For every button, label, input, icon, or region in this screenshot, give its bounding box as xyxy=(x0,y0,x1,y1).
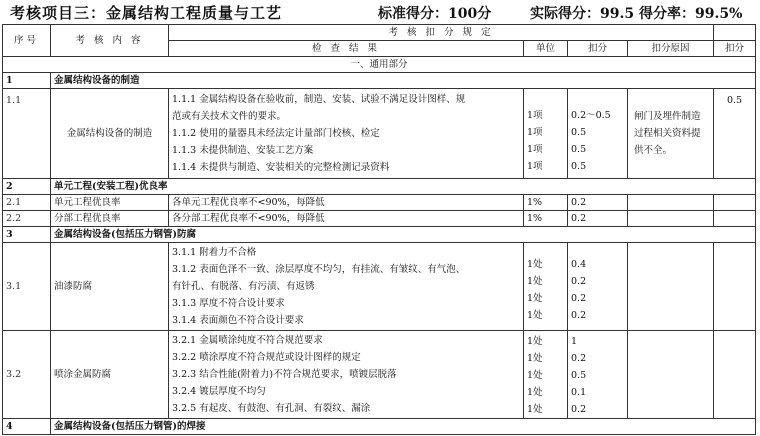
result-line: 3.2.3 结合性能(附着力)不符合规范要求，喷镀层脱落 xyxy=(172,369,397,380)
unit-value: 1处 xyxy=(527,386,543,398)
result-line: 1.1.2 使用的量器具未经法定计量部门校核、检定 xyxy=(172,128,380,139)
row-seq: 1.1 xyxy=(3,89,51,179)
point-value: 0.2 xyxy=(571,352,587,364)
row-seq: 2.2 xyxy=(3,211,51,227)
header-row-1 xyxy=(3,25,756,41)
point-value: 1 xyxy=(571,335,578,347)
point-value: 0.4 xyxy=(571,258,587,270)
point-value: 0.2 xyxy=(568,211,628,227)
result-line: 3.1.2 表面色泽不一致、涂层厚度不均匀，有挂流、有皱纹、有气泡、 xyxy=(172,264,466,275)
deducted-points xyxy=(714,195,756,211)
unit-value: 1处 xyxy=(527,309,543,321)
row-units xyxy=(524,243,568,331)
section-title: 金属结构设备的制造 xyxy=(51,73,756,89)
deducted-points xyxy=(714,211,756,227)
table-row-1-1 xyxy=(3,89,756,179)
result-line: 3.1.4 表面颜色不符合设计要求 xyxy=(172,315,304,326)
table-row-3-2 xyxy=(3,331,756,419)
unit-value: 1% xyxy=(524,195,568,211)
unit-value: 1处 xyxy=(527,403,543,415)
point-value: 0.2～0.5 xyxy=(571,110,611,121)
section-title: 金属结构设备(包括压力钢管)防腐 xyxy=(51,227,756,243)
row-content: 金属结构设备的制造 xyxy=(51,89,169,179)
unit-value: 1项 xyxy=(527,110,543,121)
row-result: 各分部工程优良率不<90%，每降低 xyxy=(169,211,524,227)
row-points xyxy=(568,331,628,419)
result-line: 1.1.3 未提供制造、安装工艺方案 xyxy=(172,145,314,156)
table-row-3-1 xyxy=(3,243,756,331)
assessment-table xyxy=(2,24,756,435)
result-line: 3.1.3 厚度不符合设计要求 xyxy=(172,298,285,309)
unit-value: 1项 xyxy=(527,144,543,155)
header-deduct-2: 扣分 xyxy=(714,41,756,57)
header-deduction-rules: 考 核 扣 分 规 定 xyxy=(169,25,714,41)
header-deduct-reason: 扣分原因 xyxy=(628,41,714,57)
result-line: 3.2.5 有起皮、有鼓泡、有孔洞、有裂纹、漏涂 xyxy=(172,403,371,414)
deduct-reason xyxy=(628,195,714,211)
header-seq: 序号 xyxy=(3,25,51,57)
row-results xyxy=(169,331,524,419)
row-points xyxy=(568,243,628,331)
point-value: 0.2 xyxy=(571,309,587,321)
point-value: 0.2 xyxy=(571,292,587,304)
deduct-reason xyxy=(628,331,714,419)
section-no: 1 xyxy=(3,73,51,89)
point-value: 0.5 xyxy=(571,127,587,138)
row-seq: 3.1 xyxy=(3,243,51,331)
point-value: 0.1 xyxy=(571,386,587,398)
section-no: 4 xyxy=(3,419,51,435)
section-no: 2 xyxy=(3,179,51,195)
table-row-2-1 xyxy=(3,195,756,211)
result-line: 3.2.4 镀层厚度不均匀 xyxy=(172,386,266,397)
unit-value: 1处 xyxy=(527,369,543,381)
section-row-3 xyxy=(3,227,756,243)
deduct-reason xyxy=(628,243,714,331)
point-value: 0.5 xyxy=(571,144,587,155)
row-units xyxy=(524,331,568,419)
unit-value: 1处 xyxy=(527,258,543,270)
result-line: 1.1.1 金属结构设备在验收前，制造、安装、试验不满足设计图样、规 xyxy=(172,94,466,105)
result-line: 有针孔、有脱落、有污渍、有返锈 xyxy=(172,281,315,292)
section-row-4 xyxy=(3,419,756,435)
general-section-row xyxy=(3,57,756,73)
deducted-points xyxy=(714,243,756,331)
standard-score: 标准得分：100分 xyxy=(378,6,492,22)
unit-value: 1处 xyxy=(527,335,543,347)
point-value: 0.2 xyxy=(568,195,628,211)
row-units xyxy=(524,89,568,179)
row-seq: 2.1 xyxy=(3,195,51,211)
title-bar xyxy=(0,0,760,24)
result-line: 范或有关技术文件的要求。 xyxy=(172,111,287,122)
header-deduct: 扣分 xyxy=(568,41,628,57)
project-title: 考核项目三：金属结构工程质量与工艺 xyxy=(10,4,283,22)
result-line: 3.2.2 喷涂厚度不符合规范或设计图样的规定 xyxy=(172,352,361,363)
row-results xyxy=(169,243,524,331)
row-points xyxy=(568,89,628,179)
section-row-2 xyxy=(3,179,756,195)
result-line: 1.1.4 未提供与制造、安装相关的完整检测记录资料 xyxy=(172,162,390,173)
row-result: 各单元工程优良率不<90%，每降低 xyxy=(169,195,524,211)
deduct-reason xyxy=(628,211,714,227)
unit-value: 1处 xyxy=(527,275,543,287)
section-title: 单元工程(安装工程)优良率 xyxy=(51,179,756,195)
row-results xyxy=(169,89,524,179)
result-line: 3.1.1 附着力不合格 xyxy=(172,247,257,258)
deducted-points xyxy=(714,331,756,419)
row-content: 喷涂金属防腐 xyxy=(51,331,169,419)
section-row-1 xyxy=(3,73,756,89)
unit-value: 1处 xyxy=(527,292,543,304)
section-title: 金属结构设备(包括压力钢管)的焊接 xyxy=(51,419,756,435)
row-content: 单元工程优良率 xyxy=(51,195,169,211)
general-section-label: 一、通用部分 xyxy=(3,57,756,73)
unit-value: 1项 xyxy=(527,161,543,172)
point-value: 0.2 xyxy=(571,403,587,415)
row-content: 分部工程优良率 xyxy=(51,211,169,227)
unit-value: 1处 xyxy=(527,352,543,364)
unit-value: 1% xyxy=(524,211,568,227)
row-content: 油漆防腐 xyxy=(51,243,169,331)
point-value: 0.2 xyxy=(571,275,587,287)
header-check-result: 检 查 结 果 xyxy=(169,41,524,57)
point-value: 0.5 xyxy=(571,369,587,381)
deduct-reason: 闸门及埋件制造过程相关资料提供不全。 xyxy=(628,89,714,179)
actual-score: 实际得分：99.5 得分率：99.5% xyxy=(530,6,743,22)
header-blank xyxy=(714,25,756,41)
table-row-2-2 xyxy=(3,211,756,227)
unit-value: 1项 xyxy=(527,127,543,138)
section-no: 3 xyxy=(3,227,51,243)
header-unit: 单位 xyxy=(524,41,568,57)
header-content: 考 核 内 容 xyxy=(51,25,169,57)
point-value: 0.5 xyxy=(571,161,587,172)
result-line: 3.2.1 金属喷涂纯度不符合规范要求 xyxy=(172,335,323,346)
row-seq: 3.2 xyxy=(3,331,51,419)
deducted-points: 0.5 xyxy=(714,89,756,179)
